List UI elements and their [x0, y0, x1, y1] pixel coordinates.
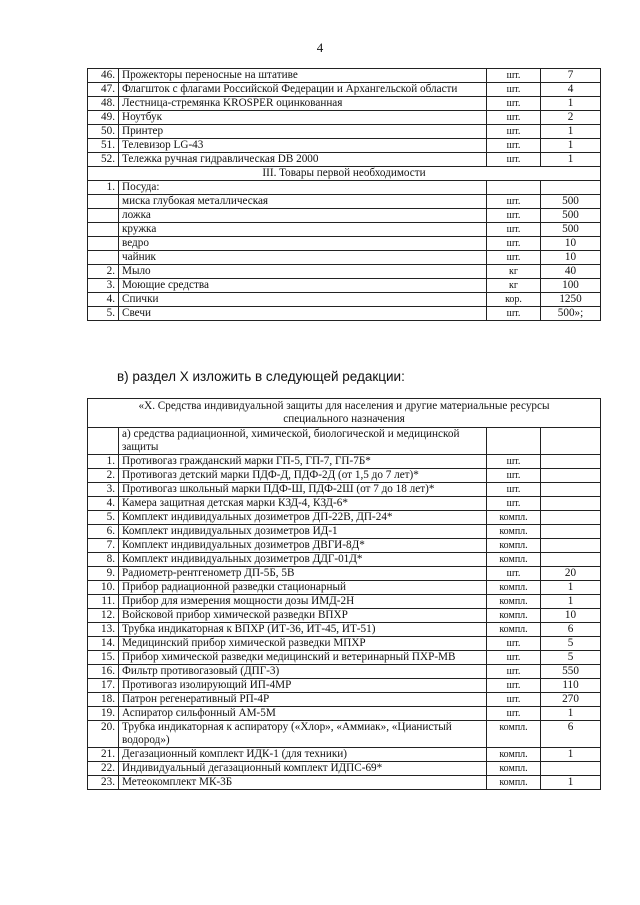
row-number [88, 251, 119, 265]
table-row [88, 223, 601, 237]
quantity-cell: 4 [541, 83, 601, 97]
table-row [88, 83, 601, 97]
item-name: Комплект индивидуальных дозиметров ДДГ-01Д* [119, 553, 487, 567]
table-row [88, 567, 601, 581]
row-number: 5. [88, 307, 119, 321]
quantity-cell: 500»; [541, 307, 601, 321]
item-name: Трубка индикаторная к ВПХР (ИТ-36, ИТ-45, ИТ-51) [119, 623, 487, 637]
row-number: 4. [88, 293, 119, 307]
table-row [88, 511, 601, 525]
unit-cell: шт. [487, 69, 541, 83]
table-row [88, 595, 601, 609]
table-row [88, 748, 601, 762]
unit-cell: компл. [487, 553, 541, 567]
unit-cell: шт. [487, 637, 541, 651]
quantity-cell: 270 [541, 693, 601, 707]
item-name: Аспиратор сильфонный АМ-5М [119, 707, 487, 721]
row-number: 51. [88, 139, 119, 153]
row-number: 8. [88, 553, 119, 567]
row-number: 52. [88, 153, 119, 167]
row-number: 2. [88, 469, 119, 483]
item-name: Дегазационный комплект ИДК-1 (для техники) [119, 748, 487, 762]
row-number: 3. [88, 279, 119, 293]
table-row [88, 553, 601, 567]
table-row [88, 455, 601, 469]
intro-text: в) раздел X изложить в следующей редакции: [117, 369, 405, 384]
row-number: 17. [88, 679, 119, 693]
unit-cell: шт. [487, 455, 541, 469]
row-number: 21. [88, 748, 119, 762]
quantity-cell: 1 [541, 97, 601, 111]
unit-cell: шт. [487, 97, 541, 111]
unit-cell: компл. [487, 776, 541, 790]
item-name: ложка [119, 209, 487, 223]
row-number: 5. [88, 511, 119, 525]
unit-cell: шт. [487, 153, 541, 167]
item-name: Спички [119, 293, 487, 307]
item-name: Метеокомплект МК-3Б [119, 776, 487, 790]
unit-cell: шт. [487, 251, 541, 265]
row-number [88, 209, 119, 223]
unit-cell: шт. [487, 651, 541, 665]
table-row [88, 693, 601, 707]
quantity-cell: 1250 [541, 293, 601, 307]
item-name: Трубка индикаторная к аспиратору («Хлор», «Аммиак», «Цианистый водород») [119, 721, 487, 748]
item-name: Медицинский прибор химической разведки МПХР [119, 637, 487, 651]
quantity-cell: 1 [541, 125, 601, 139]
table-row [88, 265, 601, 279]
unit-cell: компл. [487, 511, 541, 525]
row-number: 11. [88, 595, 119, 609]
unit-cell: шт. [487, 693, 541, 707]
item-name: Лестница-стремянка KROSPER оцинкованная [119, 97, 487, 111]
quantity-cell: 1 [541, 595, 601, 609]
table-row [88, 111, 601, 125]
row-number: 10. [88, 581, 119, 595]
row-number: 18. [88, 693, 119, 707]
item-name: Противогаз детский марки ПДФ-Д, ПДФ-2Д (от 1,5 до 7 лет)* [119, 469, 487, 483]
quantity-cell [541, 553, 601, 567]
table-row [88, 525, 601, 539]
unit-cell: шт. [487, 139, 541, 153]
unit-cell: шт. [487, 707, 541, 721]
table-row [88, 581, 601, 595]
table-row [88, 307, 601, 321]
unit-cell: шт. [487, 83, 541, 97]
unit-cell: кг [487, 279, 541, 293]
table-row [88, 497, 601, 511]
item-name: миска глубокая металлическая [119, 195, 487, 209]
unit-cell: шт. [487, 665, 541, 679]
quantity-cell [541, 483, 601, 497]
item-name: Мыло [119, 265, 487, 279]
row-number [88, 223, 119, 237]
table-row [88, 195, 601, 209]
unit-cell: кг [487, 265, 541, 279]
quantity-cell: 6 [541, 623, 601, 637]
unit-cell: шт. [487, 497, 541, 511]
supplies-table [87, 68, 601, 321]
item-name: Посуда: [119, 181, 487, 195]
item-name: Комплект индивидуальных дозиметров ДП-22В, ДП-24* [119, 511, 487, 525]
row-number: 16. [88, 665, 119, 679]
table-row [88, 679, 601, 693]
quantity-cell: 1 [541, 139, 601, 153]
unit-cell: компл. [487, 525, 541, 539]
quantity-cell: 40 [541, 265, 601, 279]
unit-cell: компл. [487, 721, 541, 748]
row-number: 49. [88, 111, 119, 125]
quantity-cell: 10 [541, 609, 601, 623]
item-name: Противогаз школьный марки ПДФ-Ш, ПДФ-2Ш (от 7 до 18 лет)* [119, 483, 487, 497]
row-number: 9. [88, 567, 119, 581]
title-row [88, 399, 601, 428]
quantity-cell: 1 [541, 707, 601, 721]
unit-cell: шт. [487, 125, 541, 139]
quantity-cell [541, 181, 601, 195]
row-number: 4. [88, 497, 119, 511]
row-number [88, 195, 119, 209]
table-row [88, 707, 601, 721]
unit-cell: шт. [487, 111, 541, 125]
unit-cell: кор. [487, 293, 541, 307]
table-row [88, 539, 601, 553]
quantity-cell: 500 [541, 223, 601, 237]
row-number: 12. [88, 609, 119, 623]
table-row [88, 69, 601, 83]
unit-cell: шт. [487, 237, 541, 251]
item-name: Ноутбук [119, 111, 487, 125]
quantity-cell: 7 [541, 69, 601, 83]
row-number [88, 237, 119, 251]
unit-cell: компл. [487, 581, 541, 595]
unit-cell: компл. [487, 748, 541, 762]
quantity-cell: 6 [541, 721, 601, 748]
item-name: Камера защитная детская марки КЗД-4, КЗД-6* [119, 497, 487, 511]
table-row [88, 483, 601, 497]
table-row [88, 97, 601, 111]
row-number: 1. [88, 181, 119, 195]
item-name: Телевизор LG-43 [119, 139, 487, 153]
quantity-cell: 100 [541, 279, 601, 293]
quantity-cell: 1 [541, 581, 601, 595]
item-name: Флагшток с флагами Российской Федерации и Архангельской области [119, 83, 487, 97]
table-row [88, 721, 601, 748]
item-name: ведро [119, 237, 487, 251]
table-row [88, 279, 601, 293]
item-name: Моющие средства [119, 279, 487, 293]
item-name: Комплект индивидуальных дозиметров ИД-1 [119, 525, 487, 539]
table-row [88, 125, 601, 139]
quantity-cell: 5 [541, 651, 601, 665]
quantity-cell [541, 539, 601, 553]
quantity-cell: 550 [541, 665, 601, 679]
section-title: «X. Средства индивидуальной защиты для населения и другие материальные ресурсы специального назначения [88, 399, 601, 428]
quantity-cell [541, 497, 601, 511]
unit-cell: шт. [487, 209, 541, 223]
item-name: Противогаз гражданский марки ГП-5, ГП-7, ГП-7Б* [119, 455, 487, 469]
page-number: 4 [316, 40, 324, 55]
table-row [88, 651, 601, 665]
row-number: 48. [88, 97, 119, 111]
quantity-cell: 1 [541, 776, 601, 790]
section-title: III. Товары первой необходимости [88, 167, 601, 181]
unit-cell: компл. [487, 539, 541, 553]
row-number: 15. [88, 651, 119, 665]
unit-cell: компл. [487, 762, 541, 776]
unit-cell: шт. [487, 483, 541, 497]
item-name: кружка [119, 223, 487, 237]
item-name: Радиометр-рентгенометр ДП-5Б, 5В [119, 567, 487, 581]
table-row [88, 469, 601, 483]
row-number: 47. [88, 83, 119, 97]
table-row [88, 209, 601, 223]
quantity-cell [541, 469, 601, 483]
unit-cell: компл. [487, 623, 541, 637]
subsection-title: а) средства радиационной, химической, биологической и медицинской защиты [119, 428, 487, 455]
quantity-cell [541, 511, 601, 525]
quantity-cell: 10 [541, 251, 601, 265]
table-row [88, 776, 601, 790]
table-row [88, 293, 601, 307]
quantity-cell [541, 455, 601, 469]
subsection-row [88, 428, 601, 455]
quantity-cell [541, 762, 601, 776]
quantity-cell [541, 525, 601, 539]
row-number: 3. [88, 483, 119, 497]
item-name: Прожекторы переносные на штативе [119, 69, 487, 83]
table-row [88, 637, 601, 651]
unit-cell: шт. [487, 195, 541, 209]
quantity-cell: 1 [541, 748, 601, 762]
item-name: Фильтр противогазовый (ДПГ-3) [119, 665, 487, 679]
protection-table [87, 398, 601, 790]
item-name: Противогаз изолирующий ИП-4МР [119, 679, 487, 693]
row-number: 7. [88, 539, 119, 553]
item-name: Войсковой прибор химической разведки ВПХР [119, 609, 487, 623]
table-row [88, 762, 601, 776]
unit-cell [487, 181, 541, 195]
unit-cell: компл. [487, 609, 541, 623]
item-name: Прибор для измерения мощности дозы ИМД-2Н [119, 595, 487, 609]
table-row [88, 237, 601, 251]
table-row [88, 251, 601, 265]
quantity-cell: 5 [541, 637, 601, 651]
row-number: 20. [88, 721, 119, 748]
row-number: 46. [88, 69, 119, 83]
unit-cell: шт. [487, 223, 541, 237]
table-row [88, 181, 601, 195]
quantity-cell: 500 [541, 195, 601, 209]
row-number: 22. [88, 762, 119, 776]
table-row [88, 665, 601, 679]
quantity-cell: 1 [541, 153, 601, 167]
item-name: Тележка ручная гидравлическая DB 2000 [119, 153, 487, 167]
item-name: Свечи [119, 307, 487, 321]
row-number: 19. [88, 707, 119, 721]
item-name: Прибор радиационной разведки стационарный [119, 581, 487, 595]
item-name: Принтер [119, 125, 487, 139]
table-row [88, 153, 601, 167]
table-row [88, 609, 601, 623]
item-name: Комплект индивидуальных дозиметров ДВГИ-8Д* [119, 539, 487, 553]
item-name: Прибор химической разведки медицинский и ветеринарный ПХР-МВ [119, 651, 487, 665]
unit-cell: шт. [487, 567, 541, 581]
section-row [88, 167, 601, 181]
row-number: 2. [88, 265, 119, 279]
row-number: 23. [88, 776, 119, 790]
quantity-cell: 2 [541, 111, 601, 125]
row-number: 50. [88, 125, 119, 139]
unit-cell: шт. [487, 679, 541, 693]
row-number: 1. [88, 455, 119, 469]
item-name: Индивидуальный дегазационный комплект ИДПС-69* [119, 762, 487, 776]
row-number: 13. [88, 623, 119, 637]
quantity-cell: 10 [541, 237, 601, 251]
row-number: 14. [88, 637, 119, 651]
unit-cell: шт. [487, 469, 541, 483]
row-number: 6. [88, 525, 119, 539]
quantity-cell: 20 [541, 567, 601, 581]
quantity-cell: 500 [541, 209, 601, 223]
table-row [88, 139, 601, 153]
quantity-cell: 110 [541, 679, 601, 693]
table-row [88, 623, 601, 637]
unit-cell: компл. [487, 595, 541, 609]
item-name: чайник [119, 251, 487, 265]
unit-cell: шт. [487, 307, 541, 321]
item-name: Патрон регенеративный РП-4Р [119, 693, 487, 707]
